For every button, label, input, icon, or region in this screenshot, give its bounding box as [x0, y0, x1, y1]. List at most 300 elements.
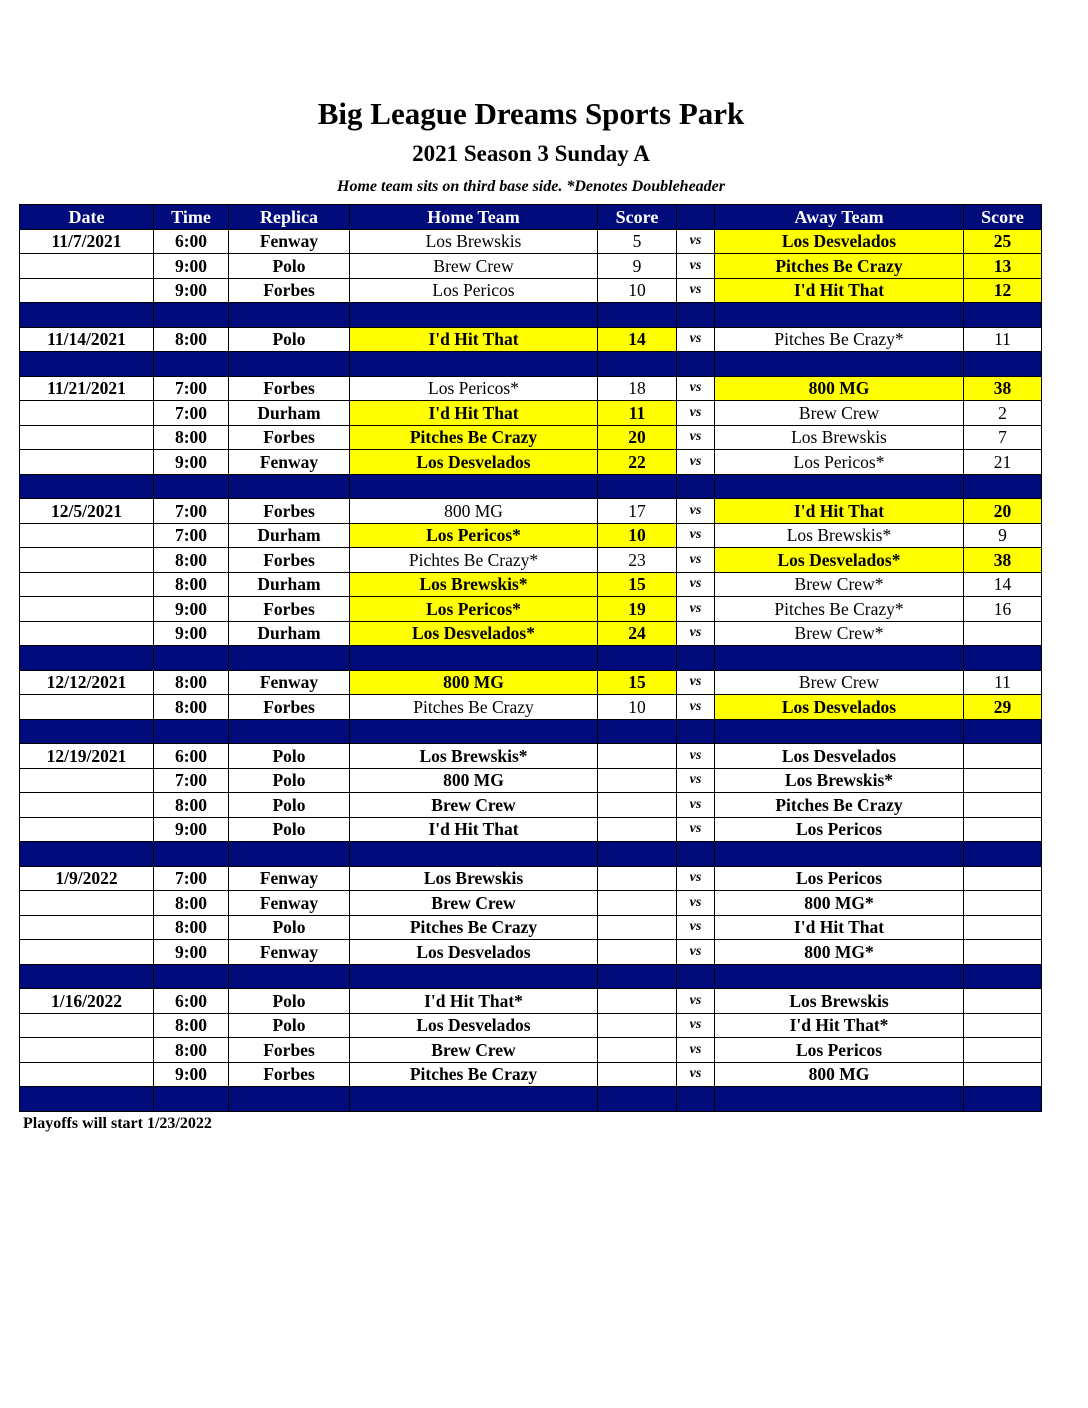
away-score-cell: 2 [964, 401, 1042, 426]
game-row [20, 523, 1042, 548]
time-cell: 7:00 [154, 376, 229, 401]
away-score-cell: 12 [964, 278, 1042, 303]
spacer-cell [20, 964, 154, 989]
home-score-cell [598, 866, 677, 891]
spacer-row [20, 474, 1042, 499]
vs-cell: vs [677, 425, 715, 450]
spacer-cell [350, 719, 598, 744]
home-score-cell: 15 [598, 572, 677, 597]
spacer-cell [715, 646, 964, 671]
home-team-cell: Brew Crew [350, 891, 598, 916]
home-team-cell: 800 MG [350, 499, 598, 524]
vs-cell: vs [677, 793, 715, 818]
home-score-cell [598, 915, 677, 940]
spacer-cell [598, 474, 677, 499]
away-score-cell [964, 621, 1042, 646]
time-cell: 8:00 [154, 425, 229, 450]
home-score-cell: 19 [598, 597, 677, 622]
home-score-cell: 22 [598, 450, 677, 475]
vs-cell: vs [677, 621, 715, 646]
spacer-cell [715, 964, 964, 989]
page-title: Big League Dreams Sports Park [317, 96, 745, 131]
time-cell: 9:00 [154, 621, 229, 646]
spacer-cell [229, 1087, 350, 1112]
game-row [20, 229, 1042, 254]
game-row [20, 695, 1042, 720]
spacer-row [20, 352, 1042, 377]
home-team-cell: Pitches Be Crazy [350, 1062, 598, 1087]
spacer-cell [964, 646, 1042, 671]
away-team-cell: Los Desvelados* [715, 548, 964, 573]
spacer-row [20, 303, 1042, 328]
away-team-cell: Los Desvelados [715, 744, 964, 769]
away-score-cell: 38 [964, 548, 1042, 573]
home-score-cell [598, 1013, 677, 1038]
spacer-cell [154, 964, 229, 989]
replica-cell: Forbes [229, 425, 350, 450]
home-team-cell: Pitches Be Crazy [350, 915, 598, 940]
spacer-cell [964, 352, 1042, 377]
away-team-cell: Los Pericos* [715, 450, 964, 475]
date-cell [20, 915, 154, 940]
spacer-cell [677, 719, 715, 744]
vs-cell: vs [677, 597, 715, 622]
home-team-cell: Pichtes Be Crazy* [350, 548, 598, 573]
home-score-cell [598, 768, 677, 793]
game-row [20, 940, 1042, 965]
time-cell: 7:00 [154, 401, 229, 426]
home-team-cell: Los Pericos [350, 278, 598, 303]
column-header-away-score: Score [964, 205, 1042, 230]
replica-cell: Polo [229, 254, 350, 279]
home-team-cell: Los Desvelados [350, 940, 598, 965]
vs-cell: vs [677, 1038, 715, 1063]
spacer-cell [715, 474, 964, 499]
time-cell: 7:00 [154, 866, 229, 891]
spacer-cell [20, 352, 154, 377]
spacer-cell [715, 1087, 964, 1112]
replica-cell: Durham [229, 572, 350, 597]
vs-cell: vs [677, 744, 715, 769]
away-score-cell: 25 [964, 229, 1042, 254]
game-row [20, 327, 1042, 352]
spacer-cell [715, 303, 964, 328]
game-row [20, 915, 1042, 940]
game-row [20, 891, 1042, 916]
home-score-cell: 10 [598, 695, 677, 720]
replica-cell: Forbes [229, 1062, 350, 1087]
page-subtitle: 2021 Season 3 Sunday A [412, 141, 650, 166]
spacer-cell [964, 719, 1042, 744]
home-team-cell: I'd Hit That [350, 327, 598, 352]
time-cell: 9:00 [154, 817, 229, 842]
column-header-away-team: Away Team [715, 205, 964, 230]
away-team-cell: Los Desvelados [715, 695, 964, 720]
spacer-cell [20, 474, 154, 499]
vs-cell: vs [677, 670, 715, 695]
time-cell: 7:00 [154, 523, 229, 548]
home-score-cell [598, 817, 677, 842]
home-team-cell: Brew Crew [350, 793, 598, 818]
vs-cell: vs [677, 866, 715, 891]
home-score-cell: 14 [598, 327, 677, 352]
column-header-time: Time [154, 205, 229, 230]
vs-cell: vs [677, 254, 715, 279]
spacer-cell [229, 964, 350, 989]
replica-cell: Fenway [229, 866, 350, 891]
spacer-cell [964, 842, 1042, 867]
spacer-cell [20, 719, 154, 744]
date-cell [20, 523, 154, 548]
replica-cell: Durham [229, 621, 350, 646]
game-row [20, 278, 1042, 303]
spacer-cell [715, 842, 964, 867]
spacer-cell [229, 352, 350, 377]
away-team-cell: Pitches Be Crazy* [715, 597, 964, 622]
vs-cell: vs [677, 915, 715, 940]
spacer-row [20, 1087, 1042, 1112]
home-score-cell: 11 [598, 401, 677, 426]
home-score-cell: 9 [598, 254, 677, 279]
away-team-cell: I'd Hit That [715, 278, 964, 303]
away-team-cell: Los Brewskis* [715, 768, 964, 793]
away-score-cell: 9 [964, 523, 1042, 548]
away-team-cell: Brew Crew* [715, 621, 964, 646]
game-row [20, 1062, 1042, 1087]
vs-cell: vs [677, 817, 715, 842]
away-team-cell: I'd Hit That [715, 915, 964, 940]
away-team-cell: 800 MG [715, 376, 964, 401]
away-score-cell: 13 [964, 254, 1042, 279]
column-header-home-team: Home Team [350, 205, 598, 230]
spacer-cell [964, 303, 1042, 328]
spacer-cell [677, 964, 715, 989]
time-cell: 6:00 [154, 744, 229, 769]
replica-cell: Fenway [229, 670, 350, 695]
spacer-cell [350, 303, 598, 328]
home-team-cell: Los Desvelados [350, 450, 598, 475]
replica-cell: Polo [229, 817, 350, 842]
away-score-cell [964, 866, 1042, 891]
away-team-cell: I'd Hit That* [715, 1013, 964, 1038]
spacer-cell [229, 719, 350, 744]
away-score-cell: 11 [964, 670, 1042, 695]
spacer-cell [229, 474, 350, 499]
spacer-cell [229, 842, 350, 867]
game-row [20, 744, 1042, 769]
home-score-cell [598, 793, 677, 818]
game-row [20, 499, 1042, 524]
spacer-cell [350, 964, 598, 989]
away-team-cell: Pitches Be Crazy [715, 793, 964, 818]
spacer-cell [677, 1087, 715, 1112]
replica-cell: Polo [229, 768, 350, 793]
date-cell [20, 450, 154, 475]
date-cell [20, 793, 154, 818]
away-score-cell: 7 [964, 425, 1042, 450]
spacer-cell [350, 1087, 598, 1112]
away-team-cell: 800 MG* [715, 940, 964, 965]
spacer-cell [350, 352, 598, 377]
vs-cell: vs [677, 450, 715, 475]
away-team-cell: Pitches Be Crazy* [715, 327, 964, 352]
vs-cell: vs [677, 572, 715, 597]
home-team-cell: I'd Hit That [350, 401, 598, 426]
game-row [20, 548, 1042, 573]
replica-cell: Polo [229, 1013, 350, 1038]
schedule-note: Home team sits on third base side. *Denotes Doubleheader [337, 178, 725, 195]
spacer-cell [20, 646, 154, 671]
game-row [20, 866, 1042, 891]
spacer-cell [350, 842, 598, 867]
date-cell [20, 401, 154, 426]
date-cell [20, 597, 154, 622]
home-team-cell: Los Pericos* [350, 597, 598, 622]
game-row [20, 621, 1042, 646]
replica-cell: Polo [229, 327, 350, 352]
date-cell: 12/5/2021 [20, 499, 154, 524]
home-score-cell [598, 1062, 677, 1087]
replica-cell: Durham [229, 401, 350, 426]
date-cell [20, 768, 154, 793]
spacer-cell [154, 1087, 229, 1112]
away-score-cell [964, 793, 1042, 818]
playoffs-note: Playoffs will start 1/23/2022 [23, 1115, 212, 1132]
home-score-cell: 20 [598, 425, 677, 450]
replica-cell: Forbes [229, 548, 350, 573]
home-score-cell [598, 1038, 677, 1063]
time-cell: 9:00 [154, 940, 229, 965]
replica-cell: Fenway [229, 940, 350, 965]
vs-cell: vs [677, 768, 715, 793]
vs-cell: vs [677, 499, 715, 524]
vs-cell: vs [677, 1062, 715, 1087]
away-score-cell [964, 817, 1042, 842]
time-cell: 9:00 [154, 254, 229, 279]
home-team-cell: Los Pericos* [350, 523, 598, 548]
replica-cell: Forbes [229, 499, 350, 524]
spacer-cell [677, 474, 715, 499]
home-score-cell: 5 [598, 229, 677, 254]
game-row [20, 817, 1042, 842]
date-cell: 11/7/2021 [20, 229, 154, 254]
home-team-cell: Los Desvelados* [350, 621, 598, 646]
spacer-cell [598, 719, 677, 744]
away-team-cell: Los Brewskis [715, 425, 964, 450]
spacer-cell [598, 842, 677, 867]
home-score-cell: 10 [598, 523, 677, 548]
replica-cell: Fenway [229, 891, 350, 916]
date-cell [20, 548, 154, 573]
table-header-row [20, 205, 1042, 230]
home-score-cell [598, 891, 677, 916]
away-score-cell [964, 989, 1042, 1014]
home-score-cell: 15 [598, 670, 677, 695]
spacer-cell [154, 303, 229, 328]
time-cell: 8:00 [154, 891, 229, 916]
spacer-cell [715, 719, 964, 744]
time-cell: 9:00 [154, 1062, 229, 1087]
replica-cell: Polo [229, 744, 350, 769]
game-row [20, 572, 1042, 597]
replica-cell: Fenway [229, 450, 350, 475]
vs-cell: vs [677, 523, 715, 548]
column-header-date: Date [20, 205, 154, 230]
time-cell: 8:00 [154, 670, 229, 695]
schedule-table [19, 204, 1042, 1112]
spacer-cell [598, 964, 677, 989]
spacer-cell [598, 646, 677, 671]
date-cell [20, 1013, 154, 1038]
time-cell: 9:00 [154, 597, 229, 622]
away-score-cell: 29 [964, 695, 1042, 720]
home-team-cell: Brew Crew [350, 254, 598, 279]
home-team-cell: Pitches Be Crazy [350, 425, 598, 450]
time-cell: 8:00 [154, 793, 229, 818]
date-cell: 11/21/2021 [20, 376, 154, 401]
date-cell [20, 940, 154, 965]
time-cell: 8:00 [154, 695, 229, 720]
vs-cell: vs [677, 278, 715, 303]
vs-cell: vs [677, 891, 715, 916]
spacer-cell [229, 646, 350, 671]
time-cell: 8:00 [154, 572, 229, 597]
spacer-cell [964, 1087, 1042, 1112]
away-team-cell: Los Pericos [715, 817, 964, 842]
date-cell [20, 817, 154, 842]
spacer-cell [677, 842, 715, 867]
spacer-cell [677, 646, 715, 671]
time-cell: 8:00 [154, 548, 229, 573]
away-team-cell: Los Pericos [715, 1038, 964, 1063]
spacer-row [20, 719, 1042, 744]
away-team-cell: Los Brewskis [715, 989, 964, 1014]
spacer-cell [154, 352, 229, 377]
spacer-cell [20, 1087, 154, 1112]
game-row [20, 597, 1042, 622]
replica-cell: Polo [229, 793, 350, 818]
date-cell [20, 891, 154, 916]
game-row [20, 670, 1042, 695]
away-score-cell: 11 [964, 327, 1042, 352]
home-team-cell: 800 MG [350, 768, 598, 793]
home-team-cell: I'd Hit That [350, 817, 598, 842]
replica-cell: Fenway [229, 229, 350, 254]
home-score-cell: 18 [598, 376, 677, 401]
spacer-row [20, 646, 1042, 671]
away-score-cell: 21 [964, 450, 1042, 475]
time-cell: 8:00 [154, 1013, 229, 1038]
replica-cell: Polo [229, 989, 350, 1014]
home-team-cell: Los Brewskis [350, 866, 598, 891]
spacer-cell [677, 303, 715, 328]
away-team-cell: Los Brewskis* [715, 523, 964, 548]
game-row [20, 793, 1042, 818]
time-cell: 7:00 [154, 499, 229, 524]
spacer-cell [20, 303, 154, 328]
vs-cell: vs [677, 940, 715, 965]
game-row [20, 425, 1042, 450]
spacer-cell [20, 842, 154, 867]
vs-cell: vs [677, 1013, 715, 1038]
home-team-cell: Los Brewskis [350, 229, 598, 254]
time-cell: 9:00 [154, 278, 229, 303]
game-row [20, 989, 1042, 1014]
game-row [20, 254, 1042, 279]
home-score-cell [598, 744, 677, 769]
date-cell [20, 425, 154, 450]
date-cell: 12/12/2021 [20, 670, 154, 695]
column-header-replica: Replica [229, 205, 350, 230]
spacer-cell [598, 352, 677, 377]
away-score-cell [964, 1062, 1042, 1087]
spacer-cell [154, 474, 229, 499]
away-score-cell [964, 915, 1042, 940]
away-team-cell: Los Pericos [715, 866, 964, 891]
time-cell: 6:00 [154, 989, 229, 1014]
spacer-cell [964, 474, 1042, 499]
date-cell: 11/14/2021 [20, 327, 154, 352]
home-score-cell: 17 [598, 499, 677, 524]
vs-cell: vs [677, 401, 715, 426]
away-score-cell [964, 1038, 1042, 1063]
vs-cell: vs [677, 229, 715, 254]
away-score-cell: 20 [964, 499, 1042, 524]
away-score-cell [964, 768, 1042, 793]
date-cell [20, 254, 154, 279]
time-cell: 8:00 [154, 915, 229, 940]
spacer-cell [154, 719, 229, 744]
spacer-cell [154, 842, 229, 867]
game-row [20, 1038, 1042, 1063]
game-row [20, 768, 1042, 793]
replica-cell: Forbes [229, 1038, 350, 1063]
away-team-cell: I'd Hit That [715, 499, 964, 524]
home-team-cell: Los Brewskis* [350, 744, 598, 769]
date-cell [20, 695, 154, 720]
time-cell: 8:00 [154, 1038, 229, 1063]
date-cell [20, 278, 154, 303]
away-team-cell: Brew Crew [715, 401, 964, 426]
date-cell: 1/16/2022 [20, 989, 154, 1014]
home-team-cell: Pitches Be Crazy [350, 695, 598, 720]
vs-cell: vs [677, 695, 715, 720]
column-header-home-score: Score [598, 205, 677, 230]
replica-cell: Forbes [229, 597, 350, 622]
date-cell [20, 1062, 154, 1087]
home-score-cell: 23 [598, 548, 677, 573]
time-cell: 8:00 [154, 327, 229, 352]
away-team-cell: Brew Crew* [715, 572, 964, 597]
time-cell: 6:00 [154, 229, 229, 254]
vs-cell: vs [677, 327, 715, 352]
date-cell [20, 572, 154, 597]
vs-cell: vs [677, 376, 715, 401]
away-team-cell: 800 MG* [715, 891, 964, 916]
spacer-cell [350, 646, 598, 671]
away-score-cell [964, 1013, 1042, 1038]
spacer-cell [154, 646, 229, 671]
date-cell [20, 1038, 154, 1063]
time-cell: 7:00 [154, 768, 229, 793]
spacer-cell [715, 352, 964, 377]
spacer-cell [677, 352, 715, 377]
date-cell: 1/9/2022 [20, 866, 154, 891]
time-cell: 9:00 [154, 450, 229, 475]
away-team-cell: Pitches Be Crazy [715, 254, 964, 279]
away-score-cell: 16 [964, 597, 1042, 622]
replica-cell: Forbes [229, 376, 350, 401]
